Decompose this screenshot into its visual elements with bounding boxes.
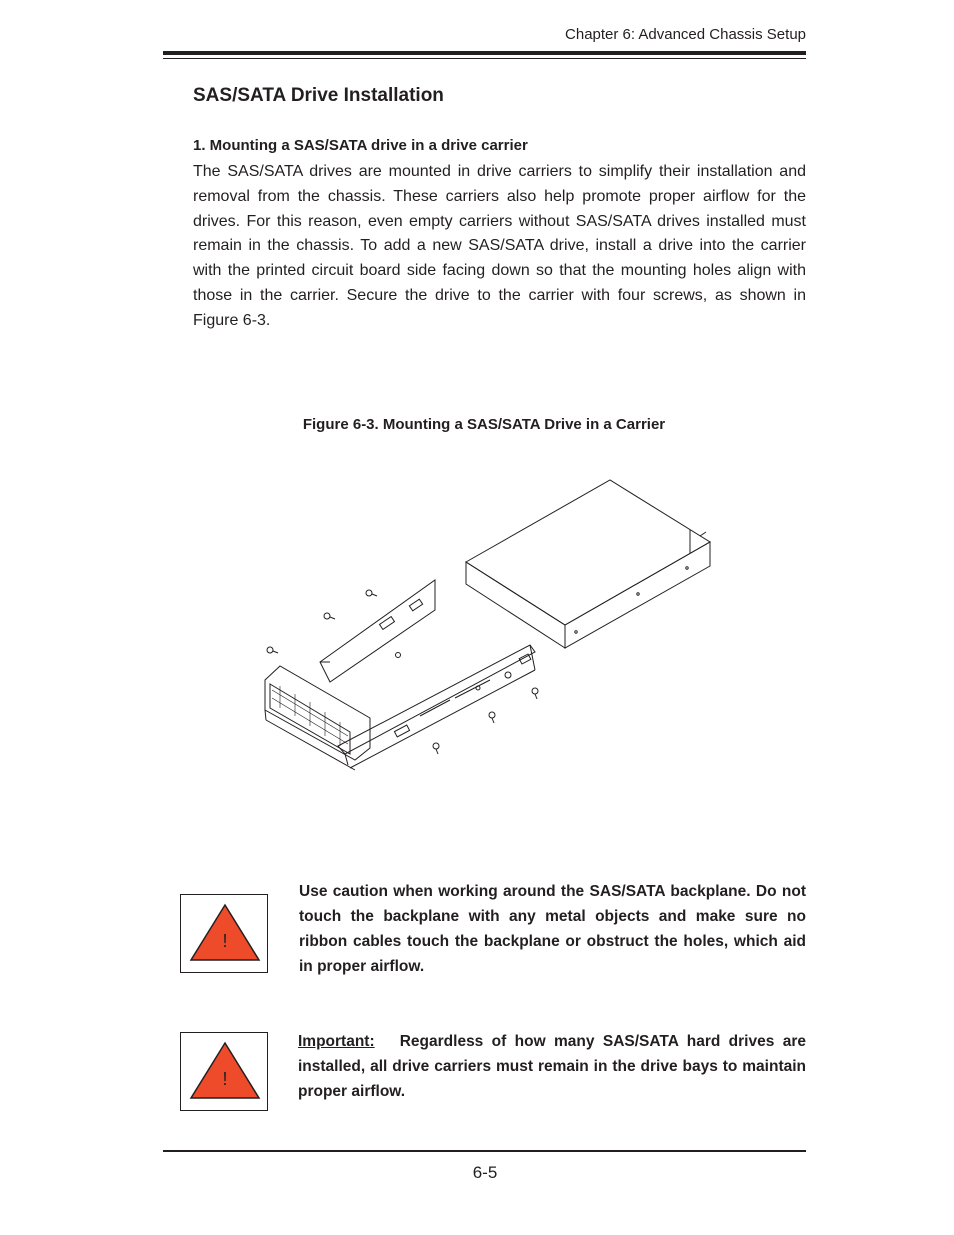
caution-text: Use caution when working around the SAS/SATA backplane. Do not touch the backplane with any metal objects and make sure no ribbon cables touch the backplane or obstruct the holes, which aid in proper airflow. (299, 883, 806, 975)
svg-text:!: ! (222, 1069, 228, 1089)
figure-caption: Figure 6-3. Mounting a SAS/SATA Drive in a Carrier (302, 416, 666, 433)
drive-carrier-illustration (250, 470, 720, 780)
caution-icon-box (180, 894, 268, 973)
warning-triangle-icon (181, 895, 269, 974)
important-text: Regardless of how many SAS/SATA hard drives are installed, all drive carriers must remain in the drive bays to maintain proper airflow. (298, 1033, 806, 1100)
chapter-header: Chapter 6: Advanced Chassis Setup (565, 26, 806, 43)
svg-text:!: ! (222, 931, 228, 951)
step-body: The SAS/SATA drives are mounted in drive carriers to simplify their installation and removal from the chassis. These carriers also help promote proper airflow for the drives. For this reason, even empty carriers without SAS/SATA drives installed must remain in the chassis. To add a new SAS/SATA drive, install a drive into the carrier with the printed circuit board side facing down so that the mounting holes align with those in the carrier. Secure the drive to the carrier with four screws, as shown in Figure 6-3. (193, 163, 806, 329)
page-number: 6-5 (472, 1163, 498, 1182)
section-title: SAS/SATA Drive Installation (193, 85, 444, 106)
footer-rule (163, 1150, 806, 1152)
important-icon-box (180, 1032, 268, 1111)
step-title: 1. Mounting a SAS/SATA drive in a drive carrier (193, 137, 528, 154)
warning-triangle-icon (181, 1033, 269, 1112)
important-note (298, 1029, 806, 1104)
hard-drive-drawing (466, 480, 710, 648)
header-rule (163, 51, 806, 59)
important-label: Important: (298, 1033, 375, 1050)
drive-carrier-drawing (265, 580, 535, 770)
